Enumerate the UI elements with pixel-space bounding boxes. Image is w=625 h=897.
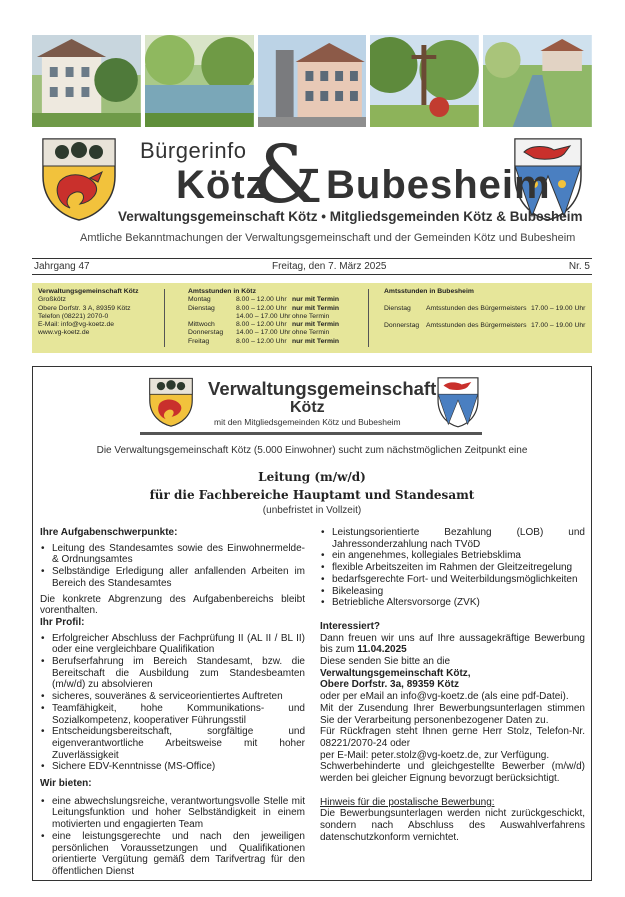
interest-heading: Interessiert? — [320, 620, 381, 632]
hours-row: 14.00 – 17.00 Uhr ohne Termin — [236, 312, 330, 320]
list-item: • Betriebliche Altersvorsorge (ZVK) — [320, 597, 585, 609]
issue-number: Nr. 5 — [568, 261, 590, 272]
hours-row: Donnerstag Amtsstunden des Bürgermeisters 17.00 – 19.00 Uhr — [384, 321, 586, 329]
stream-photo — [483, 35, 592, 127]
divider — [368, 289, 369, 347]
application-deadline: 11.04.2025 — [357, 644, 407, 656]
ad-intro: Die Verwaltungsgemeinschaft Kötz (5.000 Einwohner) sucht zum nächstmöglichen Zeitpunkt eine — [96, 445, 528, 456]
list-item: • Erfolgreicher Abschluss der Fachprüfung II (AL II / BL II) oder eine vergleichbare Qualifikation — [40, 633, 305, 656]
koetz-hours-title: Amtsstunden in Kötz — [188, 288, 256, 295]
list-item: • Sichere EDV-Kenntnisse (MS-Office) — [40, 761, 305, 773]
tasks-note: Die konkrete Abgrenzung des Aufgabenbereichs bleibt vorenthalten. — [40, 593, 305, 617]
koetz-hours — [188, 288, 368, 346]
crucifix-photo — [370, 35, 479, 127]
contact-text: Für Rückfragen steht Ihnen gerne Herr Stolz, Telefon-Nr. 08221/2070-24 oder — [320, 726, 585, 749]
tasks-list — [40, 543, 305, 590]
ad-logo-name: Kötz — [290, 399, 325, 416]
ad-department: für die Fachbereiche Hauptamt und Standesamt — [149, 488, 475, 502]
issue-line — [32, 258, 592, 275]
hours-row: Donnerstag 14.00 – 17.00 Uhr ohne Termin — [188, 329, 330, 337]
hours-row: Freitag 8.00 – 12.00 Uhr nur mit Termin — [188, 337, 340, 345]
issue-date: Freitag, den 7. März 2025 — [271, 261, 387, 272]
consent-text: Mit der Zusendung Ihrer Bewerbungsunterlagen stimmen Sie der Verarbeitung personenbezogener Daten zu. — [320, 702, 585, 726]
send-to: Diese senden Sie bitte an die — [320, 656, 451, 668]
list-item: • Bikeleasing — [320, 586, 585, 598]
contact-email[interactable]: per E-Mail: peter.stolz@vg-koetz.de, zur Verfügung. — [320, 749, 550, 761]
interest-text: Dann freuen wir uns auf Ihre aussagekräftige Bewerbung bis zum 11.04.2025 — [320, 632, 585, 656]
brand-bubesheim: Bubesheim — [326, 163, 551, 207]
issue-volume: Jahrgang 47 — [34, 261, 90, 272]
list-item: • eine abwechslungsreiche, verantwortungsvolle Stelle mit Leitungsfunktion und hoher Selbständigkeit in einem motivierten und engagierten Team — [40, 796, 305, 831]
house-photo — [32, 35, 141, 127]
list-item: • Entscheidungsbereitschaft, sorgfältige und eigenverantwortliche Arbeitsweise mit hoher Zuverlässigkeit — [40, 726, 305, 761]
rathaus-photo — [258, 35, 367, 127]
disability-note: Schwerbehinderte und gleichgestellte Bewerber (m/w/d) werden bei gleicher Eignung bevorzugt berücksichtigt. — [320, 761, 585, 785]
tasks-heading: Ihre Aufgabenschwerpunkte: — [40, 527, 178, 538]
bubesheim-hours — [384, 288, 588, 330]
ad-right-column — [320, 527, 585, 844]
list-item: • Selbständige Erledigung aller anfallenden Arbeiten im Bereich des Standesamtes — [40, 566, 305, 589]
hours-row: Dienstag 8.00 – 12.00 Uhr nur mit Termin — [188, 304, 340, 312]
vg-contact-title: Verwaltungsgemeinschaft Kötz — [38, 288, 139, 295]
ad-terms: (unbefristet in Vollzeit) — [262, 505, 362, 516]
ad-position-title: Leitung (m/w/d) — [258, 470, 366, 484]
ad-logo-rule — [140, 432, 482, 435]
hours-row: Montag 8.00 – 12.00 Uhr nur mit Termin — [188, 296, 340, 304]
vg-contact-website[interactable]: www.vg-koetz.de — [38, 329, 90, 337]
koetz-coat-of-arms — [40, 136, 118, 222]
divider — [164, 289, 165, 347]
brand-small-title: Bürgerinfo — [140, 138, 247, 163]
vg-contact — [38, 288, 158, 338]
offer-heading: Wir bieten: — [40, 778, 92, 790]
profile-heading: Ihr Profil: — [40, 616, 85, 628]
ad-koetz-crest — [148, 376, 194, 428]
postal-heading: Hinweis für die postalische Bewerbung: — [320, 796, 495, 808]
brand-tagline: Amtliche Bekanntmachungen der Verwaltungsgemeinschaft und der Gemeinden Kötz und Bubesheim — [80, 232, 576, 244]
list-item: • eine leistungsgerechte und nach den jeweiligen persönlichen Voraussetzungen und Qualifikationen orientierte Vergütung gemäß dem Tarifvertrag für den öffentlichen Dienst — [40, 831, 305, 878]
list-item: • Leitung des Standesamtes sowie des Einwohnermelde- & Ordnungsamtes — [40, 543, 305, 566]
address-line: Obere Dorfstr. 3a, 89359 Kötz — [320, 679, 459, 691]
ad-bubesheim-crest — [436, 376, 480, 428]
vg-contact-email[interactable]: E-Mail: info@vg-koetz.de — [38, 321, 115, 329]
list-item: • sicheres, souveränes & serviceorientiertes Auftreten — [40, 691, 305, 703]
profile-list — [40, 633, 305, 773]
email-application[interactable]: oder per eMail an info@vg-koetz.de (als eine pdf-Datei). — [320, 691, 569, 703]
brand-ampersand: & — [252, 128, 324, 221]
vg-contact-line: Großkötz — [38, 296, 66, 304]
vg-contact-line: Obere Dorfstr. 3 A, 89359 Kötz — [38, 304, 131, 312]
hours-row: Dienstag Amtsstunden des Bürgermeisters 17.00 – 19.00 Uhr — [384, 305, 586, 313]
vg-contact-line: Telefon (08221) 2070-0 — [38, 312, 109, 320]
pond-photo — [145, 35, 254, 127]
ad-left-column — [40, 527, 305, 878]
list-item: • Leistungsorientierte Bezahlung (LOB) und Jahressonderzahlung nach TVöD — [320, 527, 585, 550]
brand-koetz: Kötz — [176, 163, 267, 207]
list-item: • Teamfähigkeit, hohe Kommunikations- und Sozialkompetenz, kooperativer Führungsstil — [40, 703, 305, 726]
brand-subtitle: Verwaltungsgemeinschaft Kötz • Mitgliedsgemeinden Kötz & Bubesheim — [118, 209, 583, 224]
hours-row: Mittwoch 8.00 – 12.00 Uhr nur mit Termin — [188, 321, 340, 329]
ad-logo-title: Verwaltungsgemeinschaft — [208, 378, 437, 399]
office-hours-box — [32, 283, 592, 353]
list-item: • ein angenehmes, kollegiales Betriebsklima — [320, 550, 585, 562]
list-item: • Berufserfahrung im Bereich Standesamt, bzw. die Bereitschaft die Ausbildung zum Standesbeamten (m/w/d) zu absolvieren — [40, 656, 305, 691]
bubesheim-hours-title: Amtsstunden in Bubesheim — [384, 288, 474, 295]
offer-list-left — [40, 796, 305, 878]
list-item: • flexible Arbeitszeiten im Rahmen der Gleitzeitregelung — [320, 562, 585, 574]
address-line: Verwaltungsgemeinschaft Kötz, — [320, 667, 471, 679]
ad-logo-subtitle: mit den Mitgliedsgemeinden Kötz und Bubesheim — [214, 417, 401, 427]
offer-list-right — [320, 527, 585, 609]
header-photo-strip — [32, 35, 592, 127]
postal-text: Die Bewerbungsunterlagen werden nicht zurückgeschickt, sondern nach Abschluss des Auswahlverfahrens datenschutzkonform vernichtet. — [320, 808, 585, 843]
list-item: • bedarfsgerechte Fort- und Weiterbildungsmöglichkeiten — [320, 574, 585, 586]
